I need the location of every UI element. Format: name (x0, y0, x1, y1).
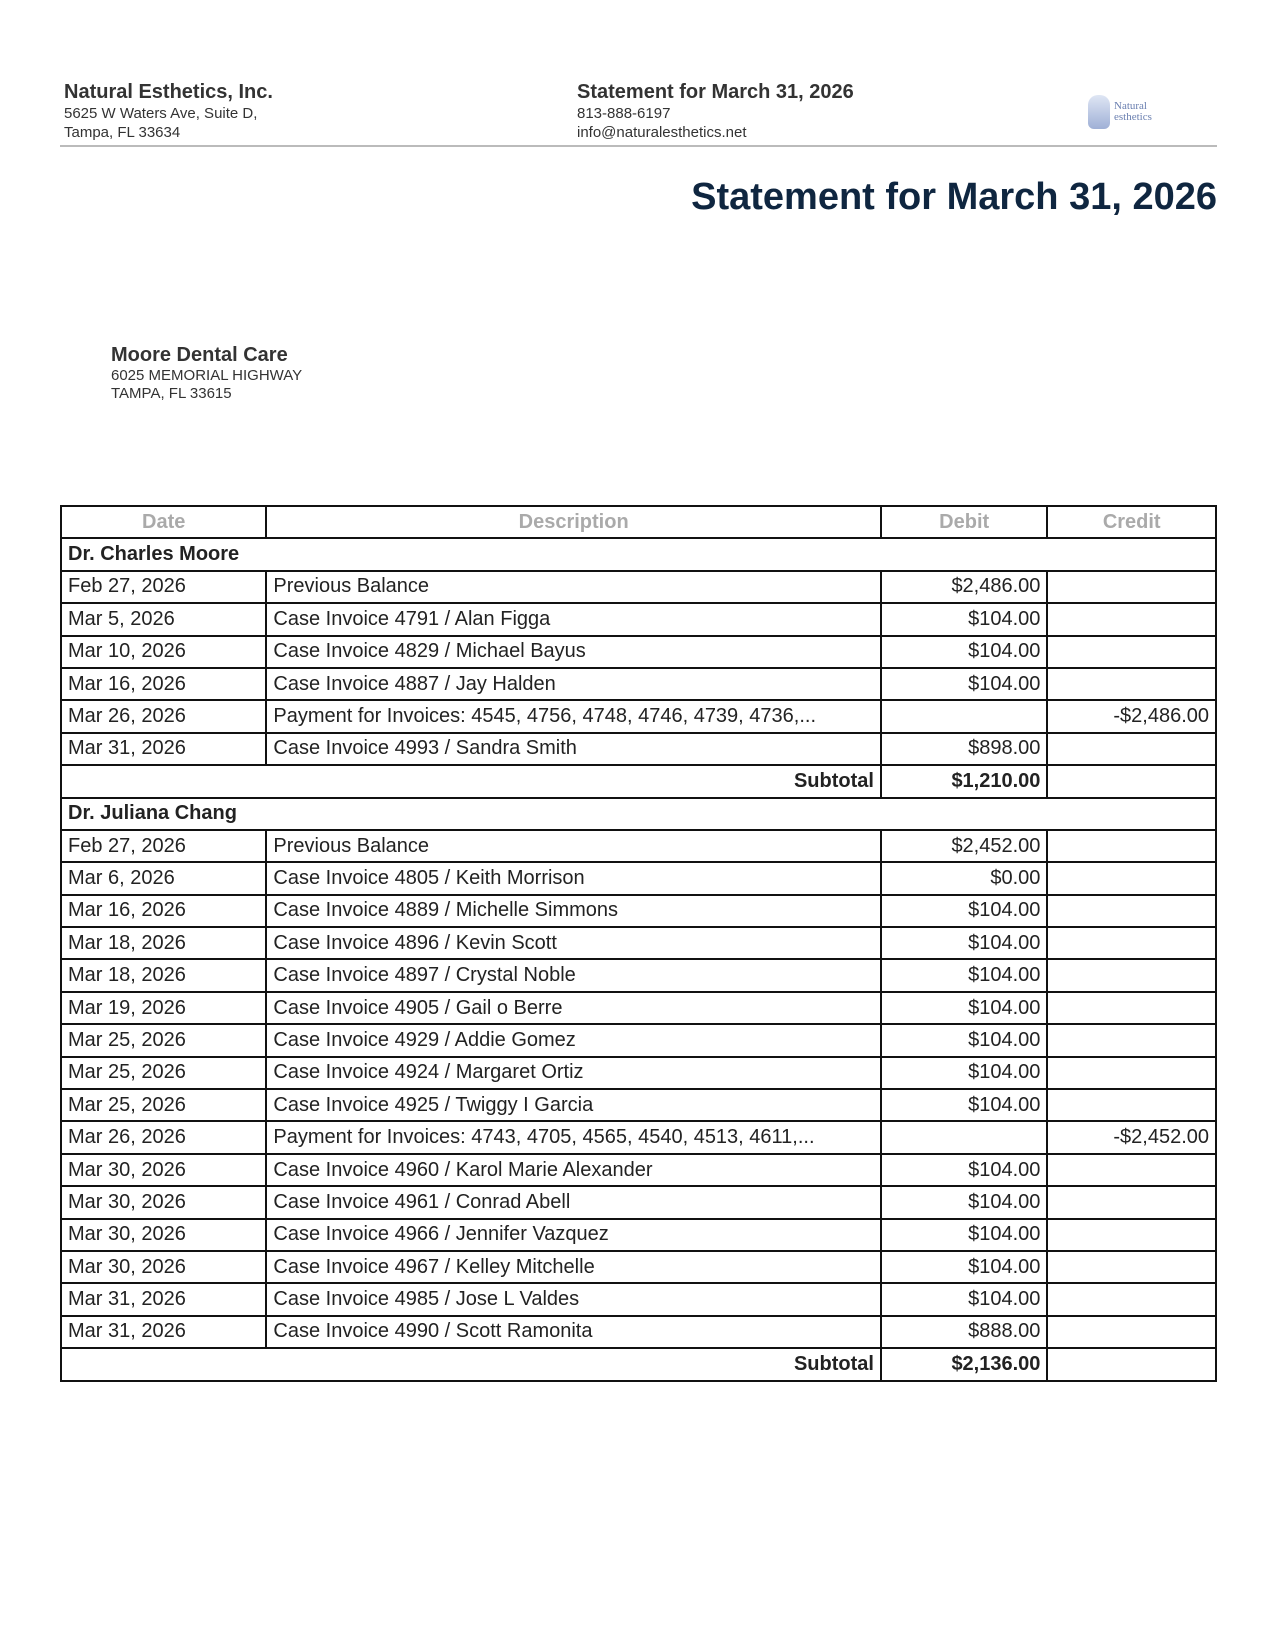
credit-cell (1047, 1316, 1216, 1348)
debit-cell: $104.00 (881, 1283, 1047, 1315)
header-debit: Debit (881, 506, 1047, 538)
credit-cell (1047, 636, 1216, 668)
description-cell: Previous Balance (266, 830, 881, 862)
description-cell: Case Invoice 4905 / Gail o Berre (266, 992, 881, 1024)
description-cell: Case Invoice 4887 / Jay Halden (266, 668, 881, 700)
table-row (61, 1089, 1216, 1121)
debit-cell: $0.00 (881, 862, 1047, 894)
debit-cell: $104.00 (881, 927, 1047, 959)
description-cell: Payment for Invoices: 4545, 4756, 4748, 4746, 4739, 4736,... (266, 700, 881, 732)
group-header-row (61, 798, 1216, 830)
credit-cell (1047, 895, 1216, 927)
date-cell: Mar 18, 2026 (61, 927, 266, 959)
description-cell: Case Invoice 4993 / Sandra Smith (266, 733, 881, 765)
table-row (61, 1154, 1216, 1186)
header-credit: Credit (1047, 506, 1216, 538)
debit-cell: $104.00 (881, 636, 1047, 668)
debit-cell: $104.00 (881, 1219, 1047, 1251)
customer-info (111, 343, 302, 403)
table-row (61, 1186, 1216, 1218)
credit-cell (1047, 1089, 1216, 1121)
date-cell: Mar 26, 2026 (61, 1121, 266, 1153)
credit-cell (1047, 1024, 1216, 1056)
statement-table (60, 505, 1217, 1382)
table-row (61, 992, 1216, 1024)
credit-cell (1047, 1283, 1216, 1315)
description-cell: Case Invoice 4967 / Kelley Mitchelle (266, 1251, 881, 1283)
table-row (61, 927, 1216, 959)
credit-cell (1047, 992, 1216, 1024)
table-row (61, 700, 1216, 732)
debit-cell: $104.00 (881, 668, 1047, 700)
page-title: Statement for March 31, 2026 (691, 176, 1217, 218)
debit-cell: $104.00 (881, 603, 1047, 635)
table-row (61, 1283, 1216, 1315)
debit-cell: $104.00 (881, 959, 1047, 991)
table-row (61, 1057, 1216, 1089)
debit-cell: $104.00 (881, 1251, 1047, 1283)
table-row (61, 1024, 1216, 1056)
credit-cell (1047, 571, 1216, 603)
statement-header-title: Statement for March 31, 2026 (577, 81, 854, 103)
description-cell: Previous Balance (266, 571, 881, 603)
debit-cell: $104.00 (881, 895, 1047, 927)
credit-cell: -$2,486.00 (1047, 700, 1216, 732)
debit-cell: $2,486.00 (881, 571, 1047, 603)
credit-cell (1047, 927, 1216, 959)
debit-cell: $104.00 (881, 1186, 1047, 1218)
credit-cell (1047, 668, 1216, 700)
date-cell: Mar 25, 2026 (61, 1024, 266, 1056)
header-divider (60, 145, 1217, 147)
table-row (61, 636, 1216, 668)
table-row (61, 959, 1216, 991)
credit-cell (1047, 1251, 1216, 1283)
debit-cell: $888.00 (881, 1316, 1047, 1348)
description-cell: Case Invoice 4966 / Jennifer Vazquez (266, 1219, 881, 1251)
description-cell: Case Invoice 4929 / Addie Gomez (266, 1024, 881, 1056)
table-row (61, 1251, 1216, 1283)
subtotal-value: $2,136.00 (881, 1348, 1047, 1380)
description-cell: Case Invoice 4925 / Twiggy I Garcia (266, 1089, 881, 1121)
date-cell: Mar 10, 2026 (61, 636, 266, 668)
date-cell: Mar 6, 2026 (61, 862, 266, 894)
date-cell: Mar 16, 2026 (61, 668, 266, 700)
empty-cell (1047, 765, 1216, 797)
tooth-icon (1088, 95, 1110, 129)
date-cell: Mar 25, 2026 (61, 1057, 266, 1089)
customer-name: Moore Dental Care (111, 344, 288, 366)
company-address-1: 5625 W Waters Ave, Suite D, (64, 105, 258, 122)
debit-cell: $104.00 (881, 1024, 1047, 1056)
subtotal-value: $1,210.00 (881, 765, 1047, 797)
credit-cell (1047, 1219, 1216, 1251)
date-cell: Mar 31, 2026 (61, 1316, 266, 1348)
date-cell: Mar 5, 2026 (61, 603, 266, 635)
date-cell: Mar 30, 2026 (61, 1154, 266, 1186)
company-logo (1088, 92, 1168, 132)
table-row (61, 862, 1216, 894)
customer-address-2: TAMPA, FL 33615 (111, 385, 232, 402)
table-row (61, 895, 1216, 927)
table-row (61, 571, 1216, 603)
date-cell: Mar 18, 2026 (61, 959, 266, 991)
group-name: Dr. Juliana Chang (61, 798, 1216, 830)
credit-cell (1047, 1154, 1216, 1186)
customer-address-1: 6025 MEMORIAL HIGHWAY (111, 367, 303, 384)
credit-cell (1047, 733, 1216, 765)
date-cell: Feb 27, 2026 (61, 830, 266, 862)
description-cell: Case Invoice 4889 / Michelle Simmons (266, 895, 881, 927)
table-header-row (61, 506, 1216, 538)
description-cell: Case Invoice 4791 / Alan Figga (266, 603, 881, 635)
table-row (61, 1316, 1216, 1348)
email: info@naturalesthetics.net (577, 124, 747, 141)
date-cell: Mar 19, 2026 (61, 992, 266, 1024)
debit-cell: $104.00 (881, 1057, 1047, 1089)
debit-cell: $104.00 (881, 1089, 1047, 1121)
date-cell: Mar 31, 2026 (61, 1283, 266, 1315)
header-date: Date (61, 506, 266, 538)
description-cell: Case Invoice 4985 / Jose L Valdes (266, 1283, 881, 1315)
credit-cell (1047, 1186, 1216, 1218)
debit-cell (881, 700, 1047, 732)
phone: 813-888-6197 (577, 105, 671, 122)
company-info (64, 80, 273, 142)
credit-cell (1047, 1057, 1216, 1089)
date-cell: Mar 30, 2026 (61, 1186, 266, 1218)
date-cell: Feb 27, 2026 (61, 571, 266, 603)
description-cell: Case Invoice 4924 / Margaret Ortiz (266, 1057, 881, 1089)
header-description: Description (266, 506, 881, 538)
date-cell: Mar 26, 2026 (61, 700, 266, 732)
date-cell: Mar 31, 2026 (61, 733, 266, 765)
description-cell: Case Invoice 4990 / Scott Ramonita (266, 1316, 881, 1348)
company-name: Natural Esthetics, Inc. (64, 81, 273, 103)
table-row (61, 830, 1216, 862)
debit-cell: $104.00 (881, 1154, 1047, 1186)
table-row (61, 1219, 1216, 1251)
description-cell: Case Invoice 4897 / Crystal Noble (266, 959, 881, 991)
description-cell: Case Invoice 4961 / Conrad Abell (266, 1186, 881, 1218)
date-cell: Mar 16, 2026 (61, 895, 266, 927)
debit-cell: $104.00 (881, 992, 1047, 1024)
debit-cell: $2,452.00 (881, 830, 1047, 862)
description-cell: Case Invoice 4896 / Kevin Scott (266, 927, 881, 959)
group-name: Dr. Charles Moore (61, 538, 1216, 570)
table-row (61, 668, 1216, 700)
description-cell: Payment for Invoices: 4743, 4705, 4565, 4540, 4513, 4611,... (266, 1121, 881, 1153)
description-cell: Case Invoice 4960 / Karol Marie Alexander (266, 1154, 881, 1186)
table-row (61, 603, 1216, 635)
credit-cell (1047, 959, 1216, 991)
date-cell: Mar 25, 2026 (61, 1089, 266, 1121)
date-cell: Mar 30, 2026 (61, 1219, 266, 1251)
subtotal-label: Subtotal (61, 1348, 881, 1380)
debit-cell: $898.00 (881, 733, 1047, 765)
statement-contact (577, 80, 854, 142)
logo-text-1: Natural (1114, 100, 1147, 112)
subtotal-row (61, 1348, 1216, 1380)
empty-cell (1047, 1348, 1216, 1380)
group-header-row (61, 538, 1216, 570)
subtotal-row (61, 765, 1216, 797)
company-address-2: Tampa, FL 33634 (64, 124, 181, 141)
credit-cell (1047, 862, 1216, 894)
description-cell: Case Invoice 4829 / Michael Bayus (266, 636, 881, 668)
description-cell: Case Invoice 4805 / Keith Morrison (266, 862, 881, 894)
credit-cell (1047, 830, 1216, 862)
subtotal-label: Subtotal (61, 765, 881, 797)
credit-cell: -$2,452.00 (1047, 1121, 1216, 1153)
date-cell: Mar 30, 2026 (61, 1251, 266, 1283)
table-row (61, 733, 1216, 765)
table-row (61, 1121, 1216, 1153)
credit-cell (1047, 603, 1216, 635)
logo-text-2: esthetics (1114, 111, 1152, 123)
debit-cell (881, 1121, 1047, 1153)
